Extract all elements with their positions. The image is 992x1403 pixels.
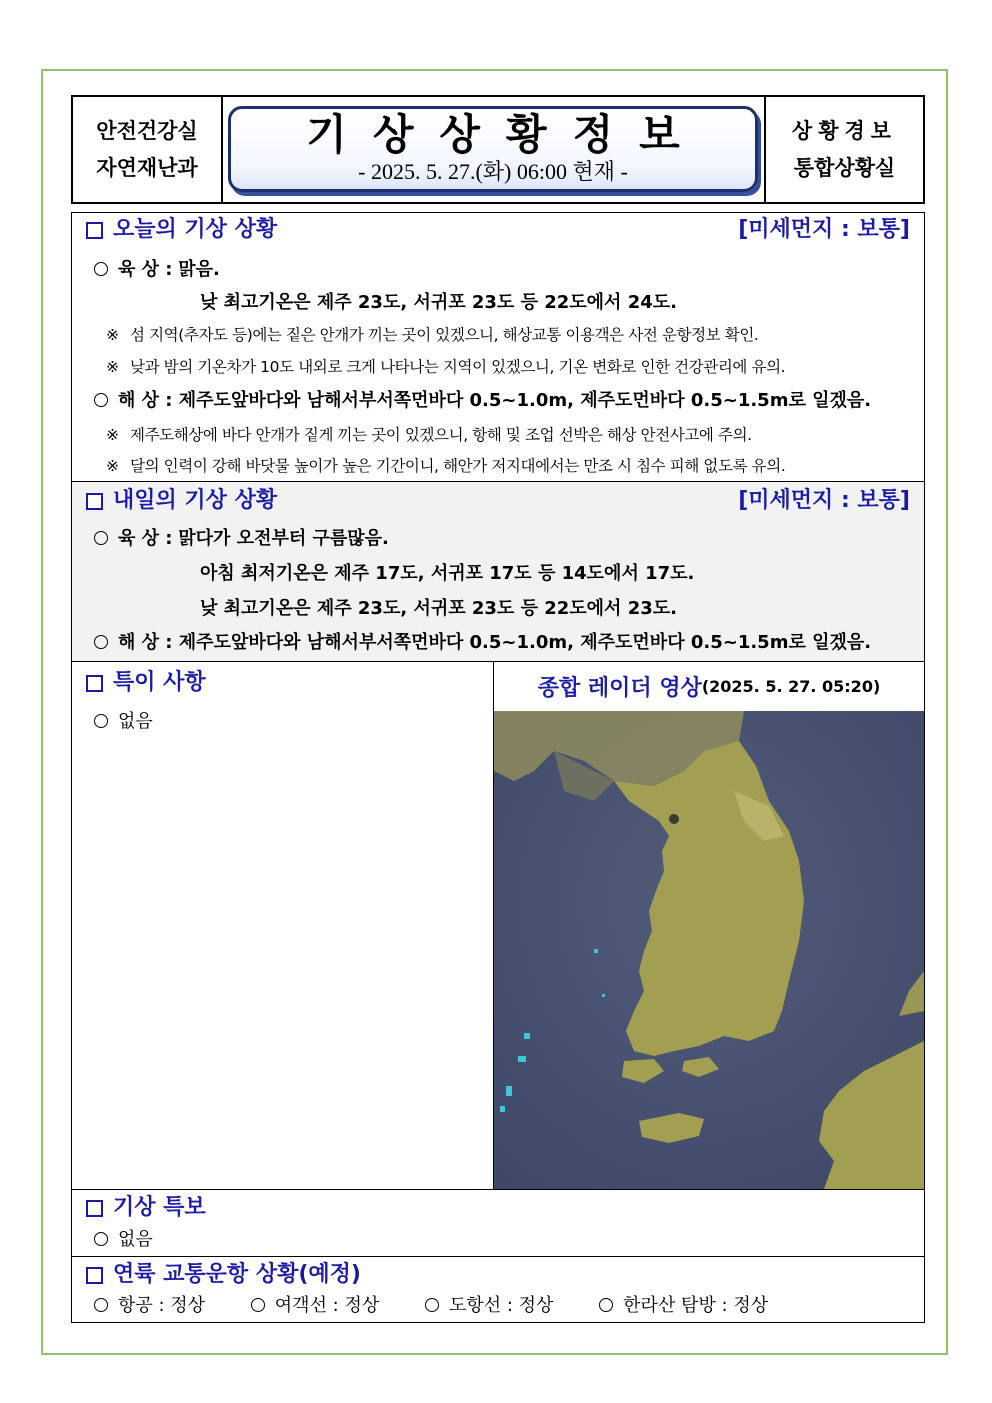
traffic-hallasan-text: 한라산 탐방 : 정상 [623, 1295, 769, 1316]
radar-map-graphic [494, 711, 924, 1189]
tomorrow-land-text: 맑다가 오전부터 구름많음. [178, 528, 389, 549]
note-mark-icon: ※ [106, 326, 119, 344]
office-line2: 통합상황실 [793, 155, 896, 180]
circle-bullet-icon [94, 635, 108, 649]
traffic-row [94, 1293, 808, 1319]
special-heading-text: 특이 사항 [113, 670, 206, 695]
office-block [764, 97, 923, 202]
tomorrow-land-max: 낮 최고기온은 제주 23도, 서귀포 23도 등 22도에서 23도. [200, 598, 677, 619]
special-heading [86, 668, 206, 698]
circle-bullet-icon [94, 262, 108, 276]
today-sea-label: 해 상 : [118, 390, 173, 411]
warning-heading-text: 기상 특보 [113, 1195, 206, 1220]
tomorrow-heading [86, 486, 277, 516]
today-note-1 [106, 323, 758, 347]
today-land-row [94, 257, 220, 283]
today-note-4-text: 달의 인력이 강해 바닷물 높이가 높은 기간이니, 해안가 저지대에서는 만조 시 침수 피해 없도록 유의. [130, 457, 786, 475]
radar-title [494, 661, 924, 711]
special-row [94, 709, 153, 735]
warning-row [94, 1227, 153, 1253]
traffic-air [94, 1293, 205, 1319]
circle-bullet-icon [599, 1298, 613, 1312]
checkbox-icon [86, 493, 103, 510]
warning-text: 없음 [118, 1229, 153, 1250]
checkbox-icon [86, 1200, 103, 1217]
note-mark-icon: ※ [106, 358, 119, 376]
tomorrow-land-label: 육 상 : [118, 528, 173, 549]
tomorrow-land-min: 아침 최저기온은 제주 17도, 서귀포 17도 등 14도에서 17도. [200, 563, 695, 584]
circle-bullet-icon [94, 1232, 108, 1246]
tomorrow-section [72, 482, 924, 661]
today-note-1-text: 섬 지역(추자도 등)에는 짙은 안개가 끼는 곳이 있겠으니, 해상교통 이용객은 사전 운항정보 확인. [130, 326, 759, 344]
report-body [71, 212, 925, 1323]
today-section [72, 213, 924, 481]
radar-image [494, 711, 924, 1189]
today-sea-row [94, 388, 871, 414]
traffic-heading-text: 연륙 교통운항 상황(예정) [113, 1262, 361, 1287]
checkbox-icon [86, 1267, 103, 1284]
traffic-island-text: 도항선 : 정상 [448, 1295, 554, 1316]
tomorrow-sea-row [94, 630, 871, 656]
department-block [73, 97, 223, 202]
today-land-temp: 낮 최고기온은 제주 23도, 서귀포 23도 등 22도에서 24도. [200, 292, 677, 313]
divider [72, 1256, 924, 1257]
document-title: 기상상황정보 [306, 110, 706, 159]
radar-title-text: 종합 레이더 영상 [537, 675, 702, 701]
today-note-4 [106, 454, 785, 478]
traffic-island-ferry [425, 1293, 553, 1319]
department-line2: 자연재난과 [96, 155, 198, 180]
today-note-2 [106, 355, 785, 379]
today-dust: [미세먼지 : 보통] [738, 217, 910, 242]
tomorrow-dust: [미세먼지 : 보통] [738, 488, 910, 513]
today-note-2-text: 낮과 밤의 기온차가 10도 내외로 크게 나타나는 지역이 있겠으니, 기온 변화로 인한 건강관리에 유의. [130, 358, 786, 376]
today-heading-text: 오늘의 기상 상황 [113, 217, 278, 242]
radar-time: (2025. 5. 27. 05:20) [701, 676, 881, 696]
traffic-ship-text: 여객선 : 정상 [274, 1295, 380, 1316]
circle-bullet-icon [251, 1298, 265, 1312]
circle-bullet-icon [94, 393, 108, 407]
checkbox-icon [86, 675, 103, 692]
traffic-hallasan [599, 1293, 768, 1319]
traffic-air-text: 항공 : 정상 [118, 1295, 206, 1316]
tomorrow-sea-text: 제주도앞바다와 남해서부서쪽먼바다 0.5~1.0m, 제주도먼바다 0.5~1.5m로 일겠음. [178, 632, 872, 653]
circle-bullet-icon [94, 714, 108, 728]
traffic-ship [251, 1293, 379, 1319]
title-box [228, 106, 758, 192]
circle-bullet-icon [425, 1298, 439, 1312]
circle-bullet-icon [94, 531, 108, 545]
checkbox-icon [86, 222, 103, 239]
tomorrow-land-row [94, 526, 389, 552]
tomorrow-sea-label: 해 상 : [118, 632, 173, 653]
today-note-3 [106, 423, 752, 447]
special-text: 없음 [118, 711, 153, 732]
today-note-3-text: 제주도해상에 바다 안개가 짙게 끼는 곳이 있겠으니, 항해 및 조업 선박은 해상 안전사고에 주의. [130, 426, 752, 444]
traffic-heading [86, 1260, 361, 1290]
warning-heading [86, 1193, 206, 1223]
note-mark-icon: ※ [106, 457, 119, 475]
tomorrow-heading-text: 내일의 기상 상황 [113, 488, 278, 513]
document-header [71, 95, 925, 204]
today-sea-text: 제주도앞바다와 남해서부서쪽먼바다 0.5~1.0m, 제주도먼바다 0.5~1.5m로 일겠음. [178, 390, 872, 411]
note-mark-icon: ※ [106, 426, 119, 444]
circle-bullet-icon [94, 1298, 108, 1312]
office-line1: 상황경보 [791, 118, 898, 143]
divider [72, 1189, 924, 1190]
today-land-text: 맑음. [178, 259, 220, 280]
document-date: - 2025. 5. 27.(화) 06:00 현재 - [358, 159, 628, 184]
today-heading [86, 215, 277, 245]
department-line1: 안전건강실 [96, 118, 198, 143]
today-land-label: 육 상 : [118, 259, 173, 280]
